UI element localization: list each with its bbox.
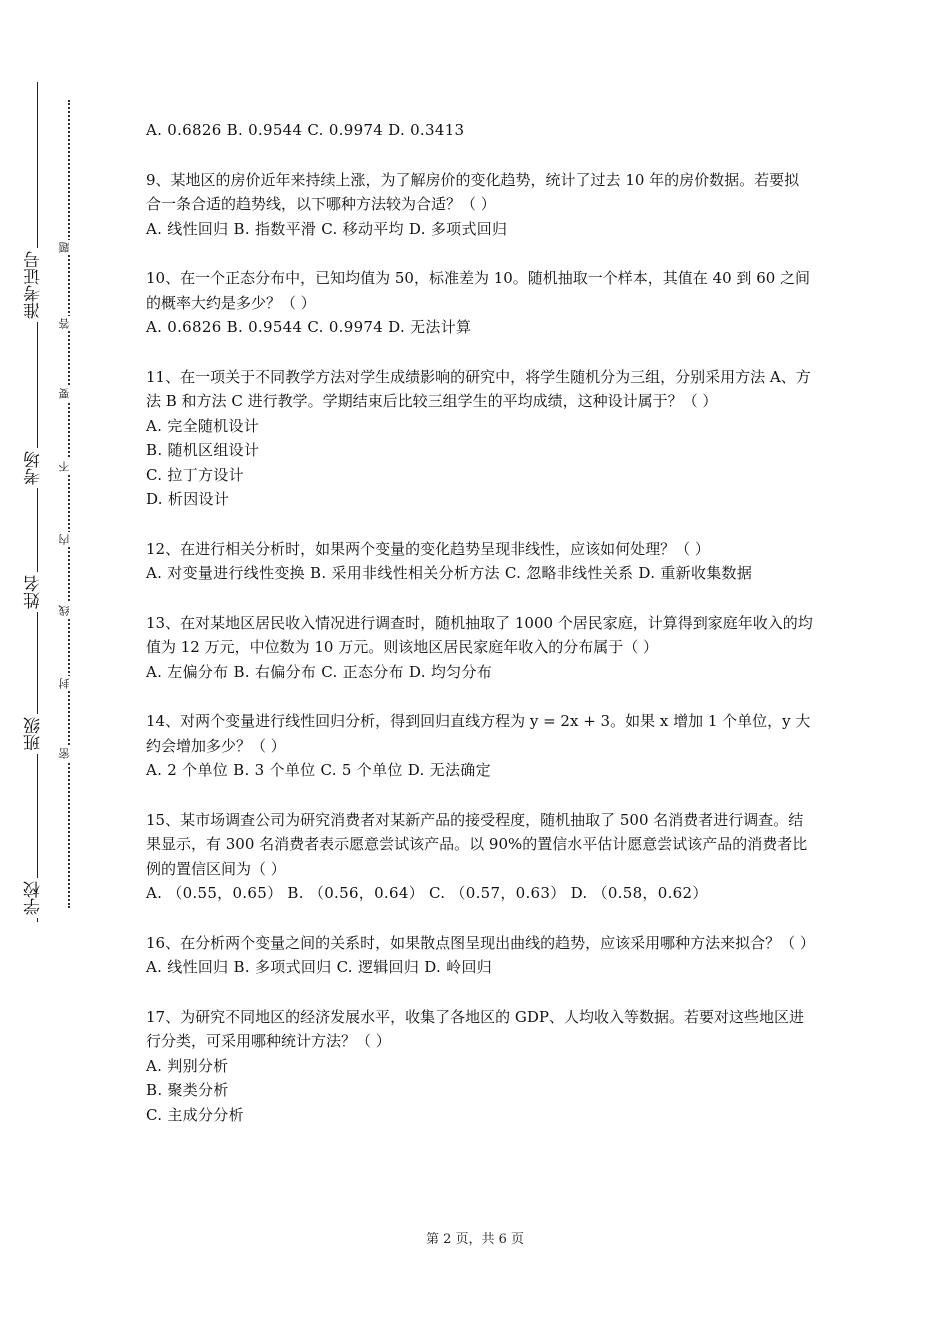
- seal-char: 密: [58, 746, 78, 761]
- question-13: [146, 611, 814, 685]
- question-stem: 16、在分析两个变量之间的关系时，如果散点图呈现出曲线的趋势，应该采用哪种方法来拟合？（ ）: [146, 933, 815, 952]
- question-list: [146, 118, 814, 1152]
- field-label-exam-number: 准考证号: [23, 248, 51, 322]
- option-b: B. 随机区组设计: [146, 441, 260, 459]
- question-options: A. 线性回归 B. 多项式回归 C. 逻辑回归 D. 岭回归: [146, 958, 493, 976]
- question-16: [146, 931, 814, 980]
- question-15: [146, 808, 814, 906]
- question-options: A. 对变量进行线性变换 B. 采用非线性相关分析方法 C. 忽略非线性关系 D. 重新收集数据: [146, 564, 753, 582]
- question-11: [146, 365, 814, 512]
- seal-char: 内: [58, 532, 78, 547]
- field-label-exam-room: 考场: [23, 448, 51, 488]
- question-14: [146, 709, 814, 783]
- option-d: D. 析因设计: [146, 490, 230, 508]
- question-12: [146, 537, 814, 586]
- page-number: 第 2 页，共 6 页: [425, 1232, 525, 1247]
- question-stem: 14、对两个变量进行线性回归分析，得到回归直线方程为 y = 2x + 3。如果 x 增加 1 个单位，y 大约会增加多少？（ ）: [146, 712, 811, 755]
- seal-char: 题: [58, 240, 78, 255]
- question-stem: 11、在一项关于不同教学方法对学生成绩影响的研究中，将学生随机分为三组，分别采用方法 A、方法 B 和方法 C 进行教学。学期结束后比较三组学生的平均成绩，这种设计属于？（ ）: [146, 367, 811, 410]
- question-options: A. （0.55，0.65） B. （0.56，0.64） C. （0.57，0.63） D. （0.58，0.62）: [146, 884, 708, 902]
- question-8-tail: [146, 118, 814, 143]
- binding-solid-line: [37, 82, 38, 922]
- question-stem: 17、为研究不同地区的经济发展水平，收集了各地区的 GDP、人均收入等数据。若要对这些地区进行分类，可采用哪种统计方法？（ ）: [146, 1007, 804, 1050]
- field-label-school: 学校: [23, 878, 51, 918]
- question-options: A. 2 个单位 B. 3 个单位 C. 5 个单位 D. 无法确定: [146, 761, 491, 779]
- option-b: B. 聚类分析: [146, 1081, 229, 1099]
- question-stem: 10、在一个正态分布中，已知均值为 50，标准差为 10。随机抽取一个样本，其值在 40 到 60 之间的概率大约是多少？（ ）: [146, 269, 811, 312]
- option-c: C. 主成分分析: [146, 1105, 244, 1124]
- question-options: A. 线性回归 B. 指数平滑 C. 移动平均 D. 多项式回归: [146, 219, 508, 238]
- binding-margin: [0, 0, 120, 1344]
- seal-char: 线: [58, 603, 78, 618]
- question-stem: 15、某市场调查公司为研究消费者对某新产品的接受程度，随机抽取了 500 名消费者进行调查。结果显示，有 300 名消费者表示愿意尝试该产品。以 90%的置信水平估计愿意尝试该产品的消费者比例的置信区间为（ ）: [146, 810, 808, 878]
- question-stem: 13、在对某地区居民收入情况进行调查时，随机抽取了 1000 个居民家庭，计算得到家庭年收入的均值为 12 万元，中位数为 10 万元。则该地区居民家庭年收入的分布属于（ ）: [146, 613, 813, 656]
- question-options: A. 0.6826 B. 0.9544 C. 0.9974 D. 0.3413: [146, 121, 465, 139]
- seal-dotted-line: [68, 100, 70, 908]
- field-label-class: 班级: [23, 714, 51, 754]
- question-stem: 9、某地区的房价近年来持续上涨，为了解房价的变化趋势，统计了过去 10 年的房价数据。若要拟合一条合适的趋势线，以下哪种方法较为合适？（ ）: [146, 170, 800, 213]
- question-10: [146, 266, 814, 340]
- field-label-name: 姓名: [23, 572, 51, 612]
- question-9: [146, 168, 814, 242]
- option-a: A. 判别分析: [146, 1056, 229, 1075]
- question-options: A. 左偏分布 B. 右偏分布 C. 正态分布 D. 均匀分布: [146, 662, 493, 681]
- question-options: A. 0.6826 B. 0.9544 C. 0.9974 D. 无法计算: [146, 318, 472, 336]
- seal-char: 要: [58, 386, 78, 401]
- option-c: C. 拉丁方设计: [146, 465, 244, 484]
- seal-char: 不: [58, 459, 78, 474]
- question-stem: 12、在进行相关分析时，如果两个变量的变化趋势呈现非线性，应该如何处理？（ ）: [146, 539, 710, 558]
- question-17: [146, 1005, 814, 1128]
- seal-char: 封: [58, 676, 78, 691]
- seal-char: 答: [58, 316, 78, 331]
- option-a: A. 完全随机设计: [146, 416, 260, 435]
